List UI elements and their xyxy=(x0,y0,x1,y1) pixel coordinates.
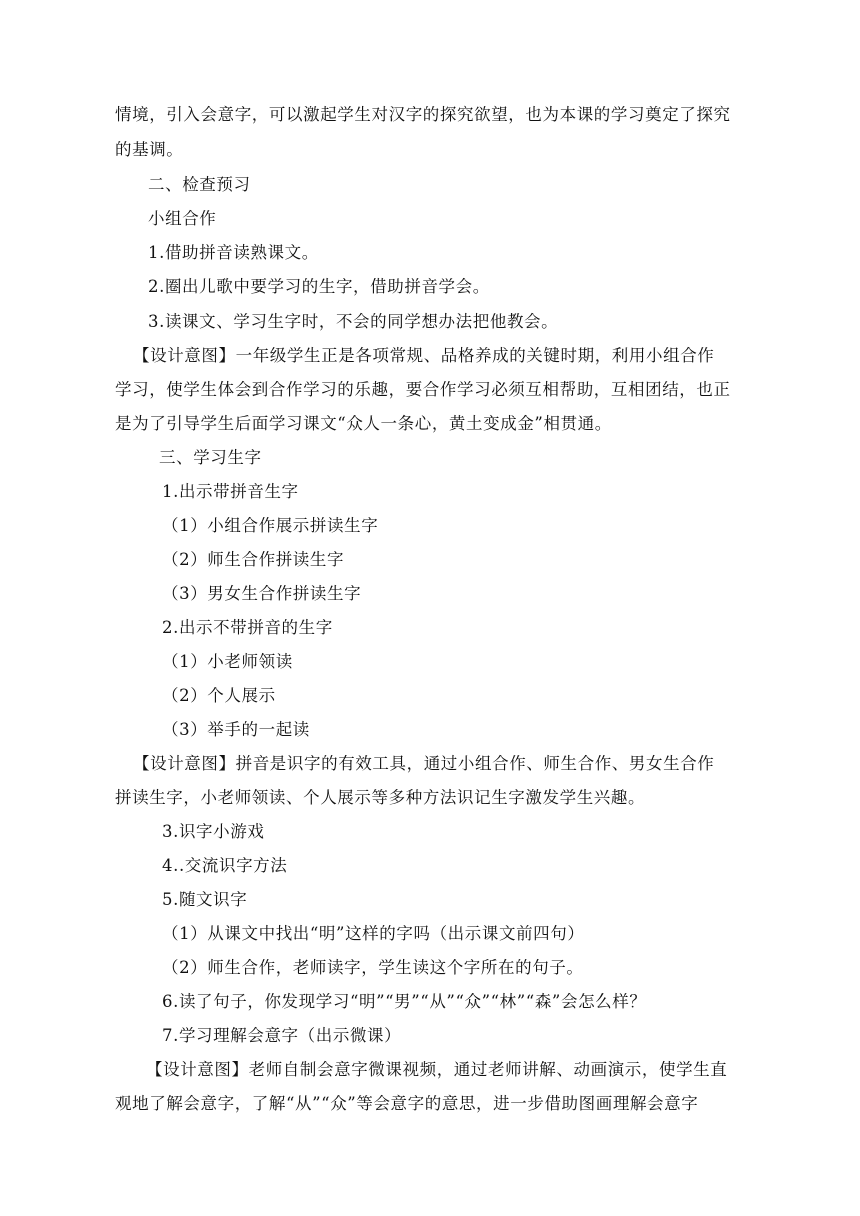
list-item: 1.出示带拼音生字 xyxy=(162,482,299,501)
list-item: 6.读了句子，你发现学习“明”“男”“从”“众”“林”“森”会怎么样？ xyxy=(162,992,647,1011)
design-intent-line: 拼读生字，小老师领读、个人展示等多种方法识记生字激发学生兴趣。 xyxy=(115,788,646,807)
sub-list-item: （3）男女生合作拼读生字 xyxy=(162,584,362,603)
sub-list-item: （1）小老师领读 xyxy=(162,652,293,671)
design-intent-line: 观地了解会意字，了解“从”“众”等会意字的意思，进一步借助图画理解会意字 xyxy=(115,1094,699,1113)
design-intent-line: 【设计意图】一年级学生正是各项常规、品格养成的关键时期，利用小组合作 xyxy=(133,346,715,365)
list-item: 7.学习理解会意字（出示微课） xyxy=(162,1026,402,1045)
list-item: 3.识字小游戏 xyxy=(162,822,265,841)
list-item: 5.随文识字 xyxy=(162,890,248,909)
sub-list-item: （2）师生合作，老师读字，学生读这个字所在的句子。 xyxy=(162,958,584,977)
section-heading: 三、学习生字 xyxy=(159,448,262,467)
list-item: 3.读课文、学习生字时，不会的同学想办法把他教会。 xyxy=(148,312,559,331)
sub-list-item: （1）小组合作展示拼读生字 xyxy=(162,516,379,535)
sub-list-item: （3）举手的一起读 xyxy=(162,720,310,739)
section-heading: 二、检查预习 xyxy=(148,175,251,194)
paragraph-line: 情境，引入会意字，可以激起学生对汉字的探究欲望，也为本课的学习奠定了探究 xyxy=(115,105,731,124)
sub-list-item: （2）师生合作拼读生字 xyxy=(162,550,345,569)
list-item: 2.圈出儿歌中要学习的生字，借助拼音学会。 xyxy=(148,277,490,296)
paragraph-line: 的基调。 xyxy=(115,140,184,159)
paragraph-line: 小组合作 xyxy=(148,209,217,228)
design-intent-line: 是为了引导学生后面学习课文“众人一条心，黄土变成金”相贯通。 xyxy=(115,414,612,433)
design-intent-line: 【设计意图】拼音是识字的有效工具，通过小组合作、师生合作、男女生合作 xyxy=(133,754,715,773)
sub-list-item: （1）从课文中找出“明”这样的字吗（出示课文前四句） xyxy=(162,924,585,943)
design-intent-line: 学习，使学生体会到合作学习的乐趣，要合作学习必须互相帮助，互相团结，也正 xyxy=(115,380,731,399)
design-intent-line: 【设计意图】老师自制会意字微课视频，通过老师讲解、动画演示，使学生直 xyxy=(146,1060,728,1079)
list-item: 1.借助拼音读熟课文。 xyxy=(148,243,319,262)
list-item: 2.出示不带拼音的生字 xyxy=(162,618,333,637)
list-item: 4..交流识字方法 xyxy=(162,856,288,875)
sub-list-item: （2）个人展示 xyxy=(162,686,276,705)
